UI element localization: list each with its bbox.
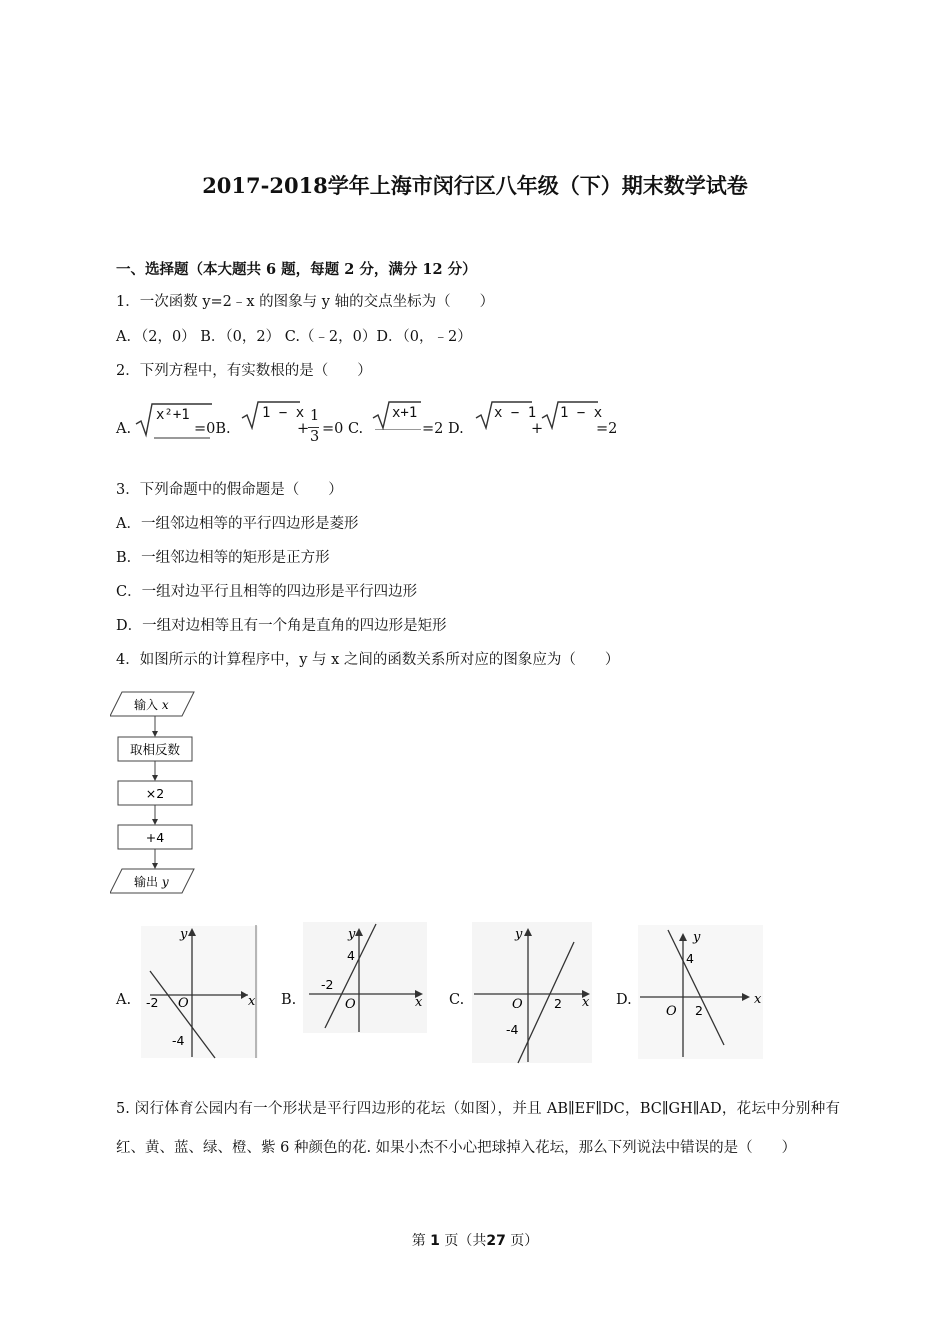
q2-a-tail: =0B. <box>194 421 231 437</box>
graph-b <box>303 922 428 1034</box>
graph-d-label: D. <box>616 992 632 1008</box>
svg-text:-2: -2 <box>321 977 334 992</box>
q3-option-b: B．一组邻边相等的矩形是正方形 <box>116 550 330 566</box>
svg-text:O: O <box>345 997 356 1012</box>
q3-stem: 3．下列命题中的假命题是（ ） <box>116 482 343 498</box>
q2-b-num: 1 <box>310 408 320 424</box>
svg-text:y: y <box>180 927 188 942</box>
q2-a-label: A. <box>116 421 132 437</box>
graph-b-label: B. <box>281 992 297 1008</box>
q2-d-plus: + <box>531 421 544 437</box>
footer-pre: 第 <box>411 1233 426 1249</box>
svg-text:4: 4 <box>347 948 355 963</box>
footer-total-pages: 27 <box>486 1233 506 1249</box>
q2-d-expr2: 1 − x <box>560 405 603 421</box>
section-heading: 一、选择题（本大题共 6 题，每题 2 分，满分 12 分） <box>116 261 477 278</box>
q2-c-expr: x+1 <box>392 405 418 421</box>
page-title: 2017-2018学年上海市闵行区八年级（下）期末数学试卷 <box>202 173 748 198</box>
svg-text:y: y <box>515 927 523 942</box>
svg-text:-4: -4 <box>172 1033 185 1048</box>
footer-post: 页） <box>510 1233 539 1249</box>
graph-a <box>140 925 260 1060</box>
svg-text:O: O <box>666 1004 677 1019</box>
q2-b-den: 3 <box>310 429 320 445</box>
q2-d-expr1: x − 1 <box>494 405 537 421</box>
q3-option-d: D．一组对边相等且有一个角是直角的四边形是矩形 <box>116 618 447 634</box>
flowchart <box>110 690 210 898</box>
graph-c <box>472 922 594 1064</box>
flow-output-label: 输出 y <box>134 875 169 889</box>
footer-mid: 页（共 <box>444 1233 487 1249</box>
svg-text:O: O <box>512 997 523 1012</box>
q2-c-tail: =2 D. <box>422 421 464 437</box>
svg-text:2: 2 <box>695 1003 703 1018</box>
svg-text:x: x <box>754 992 762 1007</box>
flow-input-label: 输入 x <box>134 698 169 712</box>
graph-c-label: C. <box>449 992 465 1008</box>
q2-b-plus: + <box>297 421 310 437</box>
graph-d <box>638 925 768 1060</box>
svg-text:x: x <box>582 995 590 1010</box>
q2-a-expr: x²+1 <box>156 407 190 423</box>
svg-text:-4: -4 <box>506 1022 519 1037</box>
flow-step2: ×2 <box>145 786 165 801</box>
q4-stem: 4．如图所示的计算程序中，y 与 x 之间的函数关系所对应的图象应为（ ） <box>116 652 620 668</box>
q2-d-tail: =2 <box>596 421 618 437</box>
q2-b-expr: 1 − x <box>262 405 305 421</box>
svg-text:-2: -2 <box>146 995 159 1010</box>
q1-options: A．（2，0） B．（0，2） C.（﹣2，0）D．（0，﹣2） <box>116 329 472 345</box>
page-footer <box>0 1230 950 1250</box>
footer-page-number: 1 <box>430 1233 440 1249</box>
q2-stem: 2．下列方程中，有实数根的是（ ） <box>116 363 372 379</box>
svg-text:2: 2 <box>554 996 562 1011</box>
q3-option-c: C．一组对边平行且相等的四边形是平行四边形 <box>116 584 418 600</box>
q3-option-a: A．一组邻边相等的平行四边形是菱形 <box>116 516 359 532</box>
svg-text:y: y <box>348 927 356 942</box>
flow-step1: 取相反数 <box>129 742 181 757</box>
svg-text:x: x <box>248 994 256 1009</box>
svg-text:x: x <box>415 995 423 1010</box>
svg-text:4: 4 <box>686 951 694 966</box>
graph-a-label: A. <box>116 992 132 1008</box>
svg-text:O: O <box>178 996 189 1011</box>
fraction-bar <box>308 427 319 428</box>
q1-stem: 1．一次函数 y=2﹣x 的图象与 y 轴的交点坐标为（ ） <box>116 294 495 310</box>
q2-b-tail: =0 C. <box>322 421 364 437</box>
q5-text: 5. 闵行体育公园内有一个形状是平行四边形的花坛（如图），并且 AB∥EF∥DC，BC∥GH∥AD，花坛中分别种有红、黄、蓝、绿、橙、紫 6 种颜色的花. 如果小杰不小心把球掉入花坛，那么下列说法中错误的是（ ） <box>116 1101 840 1156</box>
flow-step3: +4 <box>145 830 165 845</box>
svg-text:y: y <box>693 930 701 945</box>
